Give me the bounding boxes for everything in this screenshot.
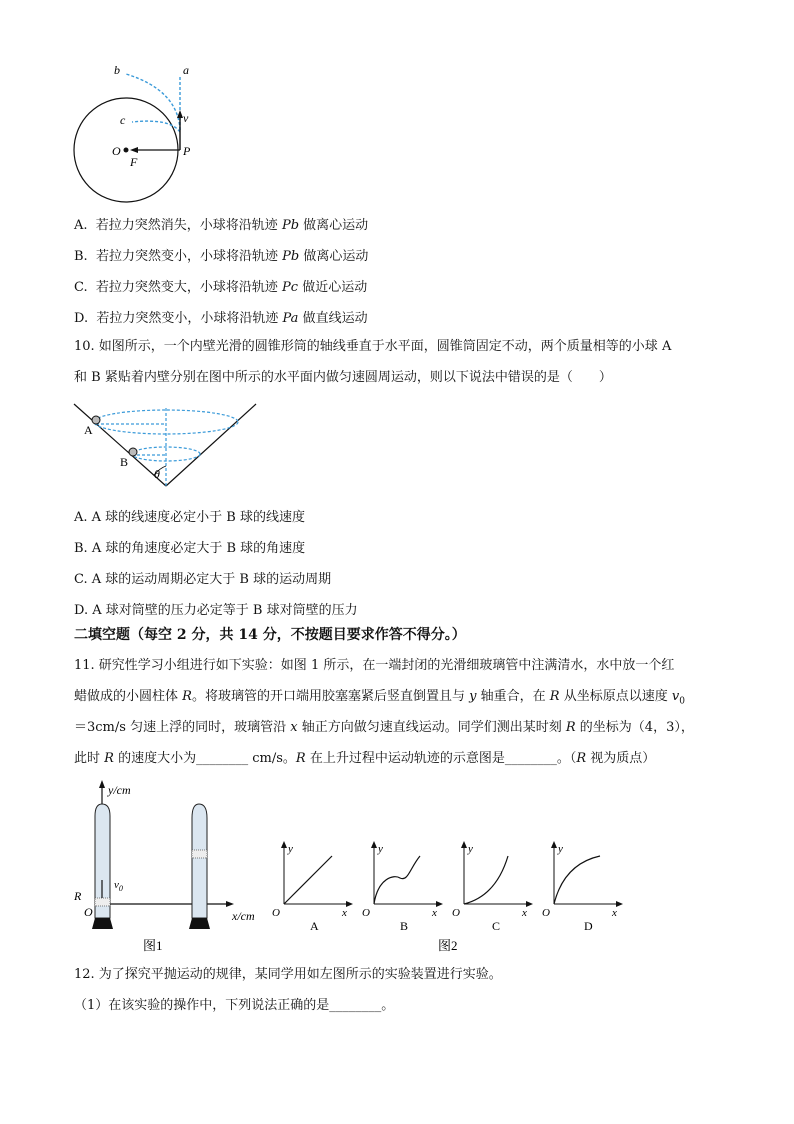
q9-option-c-tail: 做近心运动 [302,280,368,295]
q11-stem-line2 [74,688,685,711]
fig1-y-arrowhead [99,780,105,788]
fig2-graph-a [272,841,353,933]
q9-label-b: b [114,63,120,77]
q9-option-a [74,214,368,233]
fig2-b-o: O [362,907,370,919]
q10-cone-figure [70,400,260,492]
q9-option-b [74,245,368,264]
fig1-ylabel: y/cm [108,783,131,797]
q11-line3-part-b: 轴正方向做匀速直线运动。同学们测出某时刻 [301,720,562,735]
q11-figure2 [270,838,630,958]
fig2-c-o: O [452,907,460,919]
q9-figure [70,60,230,210]
fig1-xlabel: x/cm [232,909,255,923]
q11-line2-part-c: 轴重合，在 [480,689,546,704]
q11-figure1 [68,778,273,958]
q11-line3-part-a: ＝3cm/s 匀速上浮的同时，玻璃管沿 [74,720,287,735]
q11-line2-r: R [182,689,192,704]
q10-option-a: A. A 球的线速度必定小于 B 球的线速度 [74,510,305,525]
fig2-c-x: x [522,907,527,919]
q9-option-d [74,307,368,326]
q9-option-d-text: 若拉力突然变小，小球将沿轨迹 [96,311,279,326]
q11-line2-v0: v [671,689,680,704]
fig1-wax-block-2 [192,850,207,858]
fig1-label-v0: $v_0$ [114,879,123,893]
fig2-caption: 图2 [438,938,458,953]
fig2-a-x: x [342,907,347,919]
fig1-caption: 图1 [143,938,163,953]
q9-label-p: P [183,144,191,158]
fig2-curve-d [554,856,600,904]
q9-option-c [74,276,367,295]
q10-label-b: B [120,455,129,469]
fig2-graph-d [542,841,623,933]
q12-stem-line1: 12. 为了探究平抛运动的规律，某同学用如左图所示的实验装置进行实验。 [74,967,502,982]
fig1-stopper-1 [92,918,113,929]
q11-stem-line4 [74,750,655,768]
q9-option-d-path: Pa [282,311,299,326]
q11-line4-r: R [104,751,114,766]
q11-line4-part-d: 视为质点） [590,751,656,766]
q11-line4-part-a: 此时 [74,751,101,766]
fig1-wax-block-1 [95,898,110,906]
q9-option-b-tail: 做离心运动 [303,249,369,264]
q11-line3-r: R [565,720,576,735]
q9-center-dot [124,148,129,153]
q11-line2-y: y [469,689,477,704]
q10-ball-a [92,416,100,424]
q9-label-o: O [112,144,121,158]
q9-label-v: v [183,111,189,125]
fig2-d-label: D [584,919,593,933]
fig2-a-o: O [272,907,280,919]
q9-option-a-tail: 做离心运动 [303,218,369,233]
q11-line3-part-c: 的坐标为（4，3）， [579,720,694,735]
q10-cone-right-wall [166,404,256,486]
fig2-d-o: O [542,907,550,919]
q11-line4-r3: R [576,751,587,766]
q9-option-c-text: 若拉力突然变大，小球将沿轨迹 [95,280,278,295]
q9-option-b-label: B. [74,249,88,264]
q10-option-d: D. A 球对筒壁的压力必定等于 B 球对筒壁的压力 [74,603,358,618]
fig1-label-o: O [84,905,93,919]
q9-option-b-text: 若拉力突然变小，小球将沿轨迹 [95,249,278,264]
fig1-label-r: R [74,889,82,903]
q11-line2-part-d: 从坐标原点以速度 [563,689,668,704]
fig1-stopper-2 [189,918,210,929]
q9-force-arrowhead [130,147,138,153]
q9-option-b-path: Pb [282,249,300,264]
q10-label-a: A [84,423,93,437]
fig2-graph-c [452,841,533,933]
fig2-d-x: x [612,907,617,919]
q9-option-a-path: Pb [281,218,300,233]
fig2-c-label: C [492,919,501,933]
q11-line2-part-a: 蜡做成的小圆柱体 [74,689,179,704]
fig2-a-y: y [288,843,293,855]
q10-stem-line2: 和 B 紧贴着内壁分别在图中所示的水平面内做匀速圆周运动，则以下说法中错误的是（ ） [74,370,612,385]
q11-line2-r2: R [549,689,560,704]
q9-label-c: c [120,113,126,127]
q11-line2-part-b: 。将玻璃管的开口端用胶塞塞紧后竖直倒置且与 [191,689,465,704]
fig2-b-label: B [400,919,409,933]
fig2-a-label: A [310,919,319,933]
q11-line3-x: x [290,720,298,735]
fig2-c-y: y [468,843,473,855]
q10-stem-line1: 10. 如图所示，一个内壁光滑的圆锥形筒的轴线垂直于水平面，圆锥筒固定不动，两个质量相等的小球 A [74,339,672,354]
q9-option-d-label: D. [74,311,89,326]
fig1-tube-2 [192,804,207,918]
fig2-graph-b [362,841,443,933]
q10-option-c: C. A 球的运动周期必定大于 B 球的运动周期 [74,572,332,587]
q12-stem-line2: （1）在该实验的操作中，下列说法正确的是________。 [74,998,395,1013]
q10-ball-b [129,448,137,456]
q9-label-a: a [183,63,189,77]
fig2-b-x: x [432,907,437,919]
q9-option-c-label: C. [74,280,88,295]
fig2-curve-c [464,856,508,904]
q9-label-f: F [130,155,138,169]
fig2-b-y: y [378,843,383,855]
fig2-d-y: y [558,843,563,855]
q9-option-a-label: A. [74,218,88,233]
q11-stem-line1: 11. 研究性学习小组进行如下实验：如图 1 所示，在一端封闭的光滑细玻璃管中注满清水，水中放一个红 [74,658,675,673]
q10-cone-left-wall [74,404,166,486]
q9-option-c-path: Pc [282,280,299,295]
fig2-curve-b [374,856,420,904]
q9-option-d-tail: 做直线运动 [302,311,368,326]
fig2-curve-a [284,856,332,904]
q9-option-a-text: 若拉力突然消失，小球将沿轨迹 [95,218,278,233]
q11-line4-r2: R [295,751,306,766]
fig1-x-arrowhead [226,901,234,907]
q10-label-theta: θ [154,467,160,481]
q11-stem-line3 [74,719,694,737]
q10-option-b: B. A 球的角速度必定大于 B 球的角速度 [74,541,306,556]
q11-line4-part-b: 的速度大小为________ cm/s。 [118,751,296,766]
q11-line4-part-c: 在上升过程中运动轨迹的示意图是________。（ [309,751,577,766]
section2-heading: 二填空题（每空 2 分，共 14 分，不按题目要求作答不得分。） [74,627,466,643]
q11-line2-v0-sub: 0 [679,696,685,707]
